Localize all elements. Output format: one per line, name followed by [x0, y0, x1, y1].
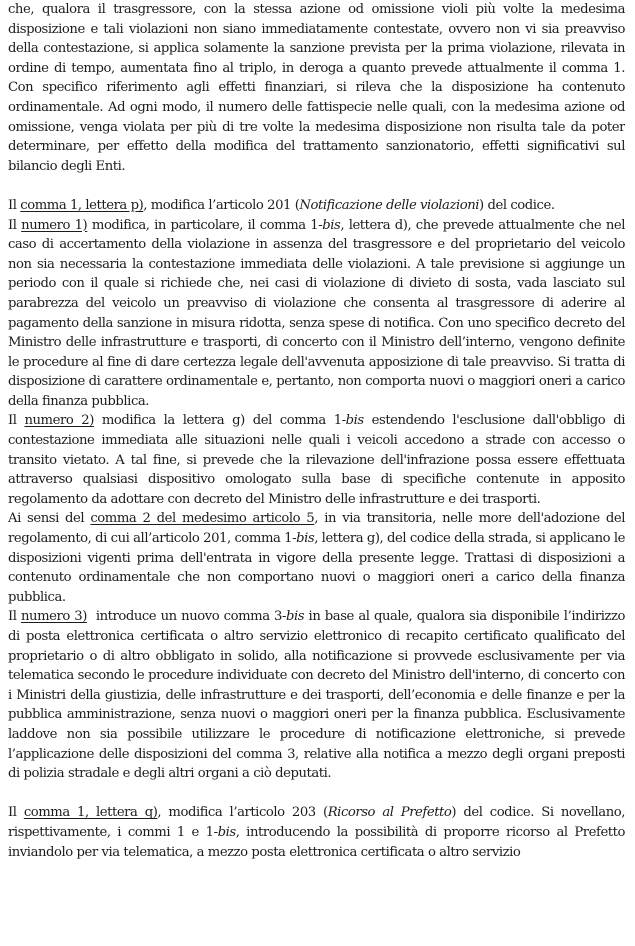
text-segment: , introducendo la possibilità di proporre ricorso al Prefetto inviandolo per via telematica, a mezzo posta elettronica certificata o altro servizio	[8, 824, 625, 860]
text-segment: , lettera g), del codice della strada, si applicano le disposizioni vigenti prima dell'entrata in vigore della presente legge. Trattasi di disposizioni a contenuto ordinamentale che non comportano nuovi o maggiori oneri a carico della finanza pubblica.	[8, 531, 625, 605]
text-segment: in base al quale, qualora sia disponibile l’indirizzo di posta elettronica certificata o altro servizio elettronico di recapito certificato qualificato del proprietario o di altro obbligato in solido, alla notificazione si provvede esclusivamente per via telematica secondo le procedure individuate con decreto del Ministro dell'interno, di concerto con i Ministri della giustizia, delle infrastrutture e dei trasporti, dell’economia e delle finanze e per la pubblica amministrazione, senza nuovi o maggiori oneri per la finanza pubblica. Esclusivamente laddove non sia possibile utilizzare le procedure di notificazione elettroniche, si prevede l’applicazione delle disposizioni del comma 3, relative alla notifica a mezzo degli organi preposti di polizia stradale e degli altri organi a ciò deputati.	[8, 609, 625, 782]
text-segment: ) del codice. Si novellano, rispettivamente, i commi 1 e 1-	[8, 805, 625, 840]
italic-bis: bis	[322, 217, 341, 233]
paragraph-comma-2-transitional	[8, 509, 625, 607]
document-page	[8, 0, 625, 946]
paragraph-penalty-triple: che, qualora il trasgressore, con la stessa azione od omissione violi più volte la medesima disposizione e tali violazioni non siano immediatamente contestate, ovvero non vi sia preavviso della contestazione, si applica solamente la sanzione prevista per la prima violazione, rilevata in ordine di tempo, aumentata fino al triplo, in deroga a quanto prevede attualmente il comma 1. Con specifico riferimento agli effetti finanziari, si rileva che la disposizione ha contenuto ordinamentale. Ad ogni modo, il numero delle fattispecie nelle quali, con la medesima azione od omissione, venga violata per più di tre volte la medesima disposizione non risulta tale da poter determinare, per effetto della modifica del trattamento sanzionatorio, effetti significativi sul bilancio degli Enti.	[8, 2, 625, 174]
italic-bis: bis	[296, 531, 315, 547]
article-title-italic: Ricorso al Prefetto	[327, 805, 452, 821]
paragraph-spacer	[8, 176, 625, 196]
text-segment: , modifica l’articolo 201 (	[143, 197, 300, 213]
text-segment: Il	[8, 197, 21, 213]
reference-numero-1: numero 1)	[21, 217, 88, 233]
reference-comma-2-articolo-5: comma 2 del medesimo articolo 5	[90, 511, 315, 527]
text-segment: , modifica l’articolo 203 (	[157, 805, 328, 821]
text-segment: modifica, in particolare, il comma 1-	[87, 217, 323, 233]
reference-numero-2: numero 2)	[24, 413, 94, 429]
paragraph-numero-3	[8, 607, 625, 783]
reference-numero-3: numero 3)	[20, 609, 87, 625]
text-segment: modifica la lettera g) del comma 1-	[93, 413, 346, 429]
paragraph-numero-2	[8, 411, 625, 509]
article-title-italic: Notificazione delle violazioni	[299, 197, 480, 213]
text-segment: estendendo l'esclusione dall'obbligo di contestazione immediata alle situazioni nelle quali i veicoli accedono a strade con accesso o transito vietato. A tal fine, si prevede che la rilevazione dell'infrazione possa essere effettuata attraverso qualsiasi dispositivo omologato sulla base di specifiche contenute in apposito regolamento da adottare con decreto del Ministro delle infrastrutture e dei trasporti.	[8, 413, 625, 507]
text-segment: introduce un nuovo comma 3-	[86, 609, 287, 625]
text-segment: Il	[8, 413, 25, 429]
reference-comma1-lettera-p: comma 1, lettera p)	[20, 197, 144, 213]
text-segment: Il	[8, 609, 21, 625]
text-segment: ) del codice.	[479, 197, 555, 213]
text-segment: Il	[8, 217, 22, 233]
text-segment: , in via transitoria, nelle more dell'adozione del regolamento, di cui all’articolo 201, comma 1-	[8, 511, 625, 547]
text-segment: Ai sensi del	[8, 511, 91, 527]
paragraph-numero-1	[8, 216, 625, 412]
paragraph-art201-intro	[8, 196, 625, 216]
paragraph-spacer	[8, 784, 625, 804]
reference-comma1-lettera-q: comma 1, lettera q)	[23, 805, 158, 821]
italic-bis: bis	[217, 824, 236, 840]
paragraph-art203	[8, 803, 625, 862]
text-segment: , lettera d), che prevede attualmente che nel caso di accertamento della violazione in assenza del trasgressore e del proprietario del veicolo non sia necessaria la contestazione immediata delle violazioni. A tale previsione si aggiunge un periodo con il quale si richiede che, nei casi di violazione di divieto di sosta, vada lasciato sul parabrezza del veicolo un preavviso di violazione che consenta al trasgressore di aderire al pagamento della sanzione in misura ridotta, senza spese di notifica. Con uno specifico decreto del Ministro delle infrastrutture e trasporti, di concerto con il Ministro dell’interno, vengono definite le procedure al fine di dare certezza legale dell'avvenuta apposizione di tale preavviso. Si tratta di disposizione di carattere ordinamentale e, pertanto, non comporta nuovi o maggiori oneri a carico della finanza pubblica.	[8, 217, 625, 409]
text-segment: Il	[8, 805, 24, 821]
italic-bis: bis	[286, 609, 305, 625]
italic-bis: bis	[345, 413, 364, 429]
